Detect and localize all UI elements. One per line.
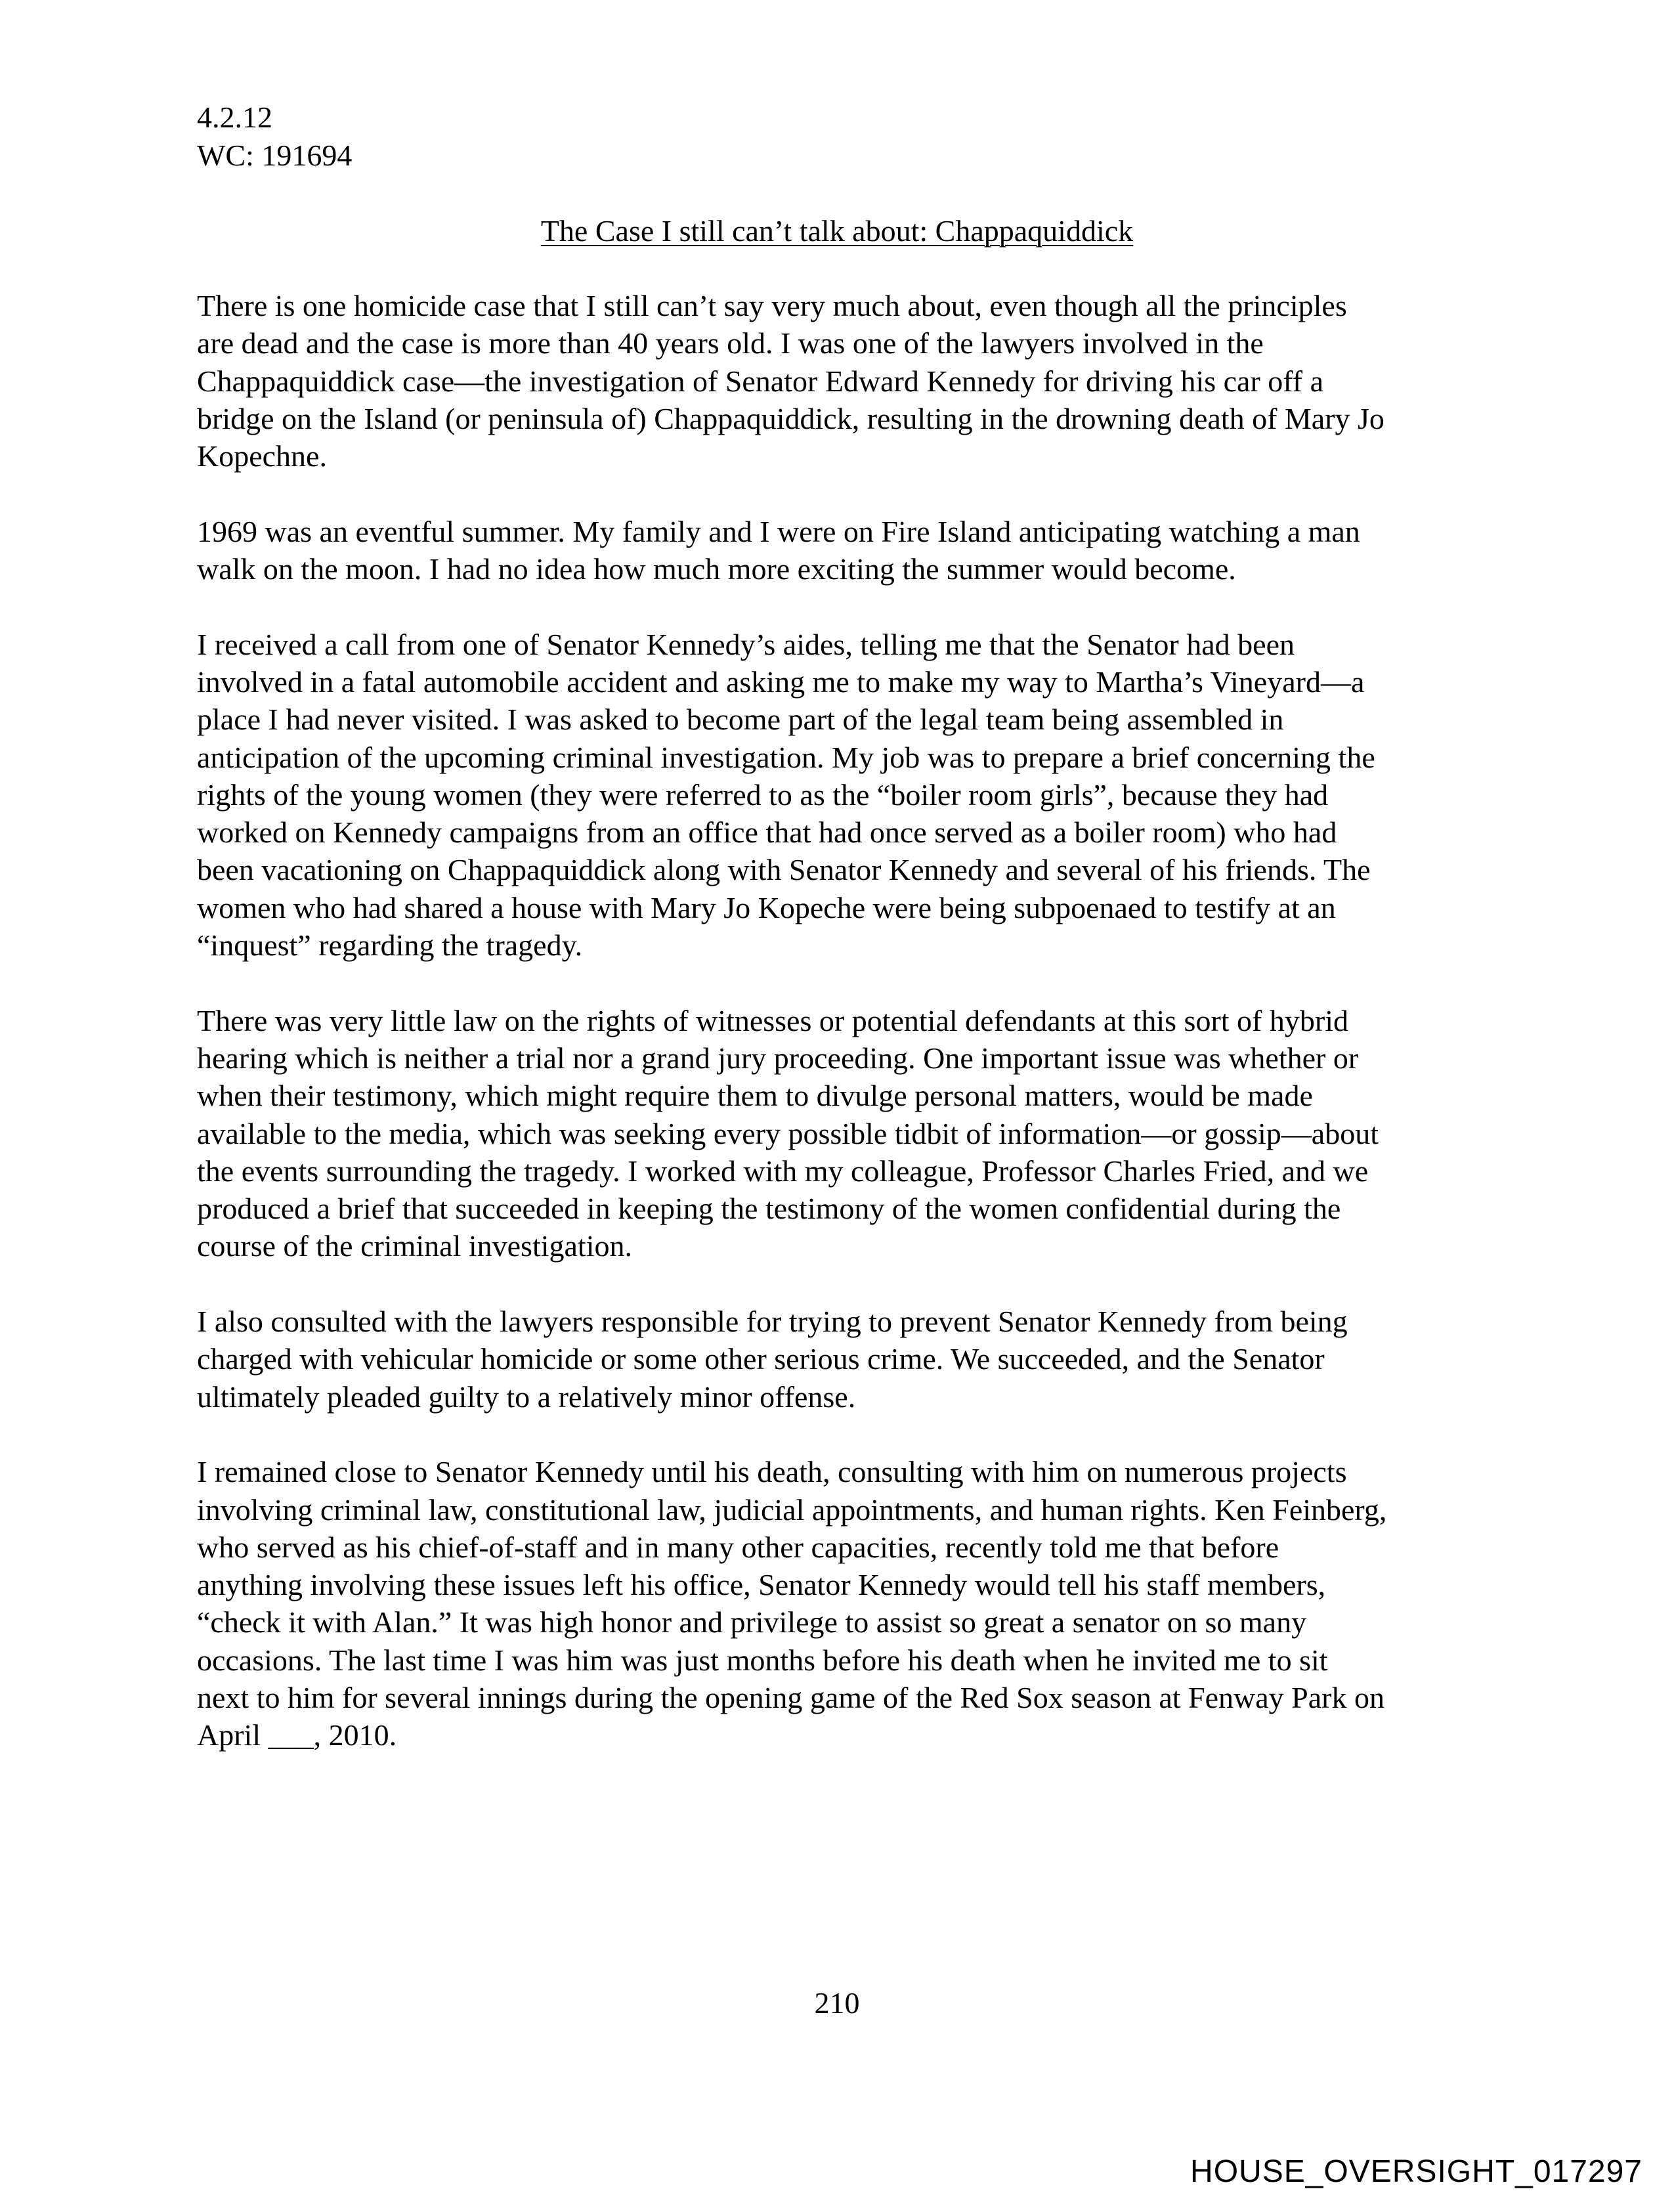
text-line: “check it with Alan.” It was high honor and privilege to assist so great a senator on so many — [197, 1605, 1307, 1639]
text-line: anything involving these issues left his office, Senator Kennedy would tell his staff members, — [197, 1568, 1326, 1602]
document-header — [197, 98, 352, 175]
text-line: the events surrounding the tragedy. I worked with my colleague, Professor Charles Fried, and we — [197, 1154, 1369, 1188]
text-line: I received a call from one of Senator Kennedy’s aides, telling me that the Senator had been — [197, 627, 1295, 661]
text-line: been vacationing on Chappaquiddick along with Senator Kennedy and several of his friends. The — [197, 853, 1371, 887]
text-line: place I had never visited. I was asked to become part of the legal team being assembled in — [197, 703, 1284, 737]
document-title-row — [0, 212, 1674, 250]
text-line: Chappaquiddick case—the investigation of Senator Edward Kennedy for driving his car off a — [197, 364, 1323, 398]
bates-stamp: HOUSE_OVERSIGHT_017297 — [1190, 2154, 1642, 2189]
paragraph-2 — [197, 513, 1484, 588]
text-line: walk on the moon. I had no idea how much more exciting the summer would become. — [197, 552, 1236, 586]
text-line: are dead and the case is more than 40 years old. I was one of the lawyers involved in the — [197, 326, 1264, 360]
text-line: anticipation of the upcoming criminal investigation. My job was to prepare a brief concerning the — [197, 740, 1375, 774]
page-number: 210 — [814, 1986, 860, 2020]
text-line: Kopechne. — [197, 439, 327, 473]
text-line: rights of the young women (they were referred to as the “boiler room girls”, because they had — [197, 777, 1329, 812]
text-line: charged with vehicular homicide or some other serious crime. We succeeded, and the Senator — [197, 1342, 1325, 1376]
text-line: involved in a fatal automobile accident and asking me to make my way to Martha’s Vineyard—a — [197, 664, 1365, 699]
text-line: There was very little law on the rights of witnesses or potential defendants at this sort of hybrid — [197, 1003, 1348, 1037]
text-line: produced a brief that succeeded in keeping the testimony of the women confidential during the — [197, 1192, 1341, 1226]
paragraph-1 — [197, 287, 1484, 475]
text-line: I remained close to Senator Kennedy until his death, consulting with him on numerous projects — [197, 1455, 1347, 1489]
text-line: available to the media, which was seeking every possible tidbit of information—or gossip—about — [197, 1116, 1379, 1150]
text-line: involving criminal law, constitutional law, judicial appointments, and human rights. Ken Feinberg, — [197, 1492, 1387, 1527]
text-line: hearing which is neither a trial nor a grand jury proceeding. One important issue was whether or — [197, 1041, 1359, 1075]
text-line: course of the criminal investigation. — [197, 1229, 632, 1263]
text-line: bridge on the Island (or peninsula of) Chappaquiddick, resulting in the drowning death of Mary Jo — [197, 401, 1384, 435]
text-line: occasions. The last time I was him was just months before his death when he invited me to sit — [197, 1643, 1328, 1677]
text-line: worked on Kennedy campaigns from an office that had once served as a boiler room) who had — [197, 815, 1337, 850]
text-line: “inquest” regarding the tragedy. — [197, 928, 583, 963]
text-line: There is one homicide case that I still can’t say very much about, even though all the principles — [197, 289, 1347, 322]
document-title: The Case I still can’t talk about: Chappaquiddick — [540, 214, 1134, 248]
paragraph-3 — [197, 626, 1484, 965]
text-line: I also consulted with the lawyers responsible for trying to prevent Senator Kennedy from being — [197, 1305, 1348, 1339]
paragraph-4 — [197, 1002, 1484, 1265]
text-line: when their testimony, which might require them to divulge personal matters, would be made — [197, 1079, 1313, 1113]
text-line: April ___, 2010. — [197, 1718, 397, 1752]
document-body — [197, 287, 1484, 1792]
paragraph-6 — [197, 1453, 1484, 1754]
text-line: ultimately pleaded guilty to a relatively minor offense. — [197, 1379, 856, 1414]
text-line: women who had shared a house with Mary Jo Kopeche were being subpoenaed to testify at an — [197, 890, 1336, 924]
header-word-count: WC: 191694 — [197, 139, 353, 172]
text-line: 1969 was an eventful summer. My family and I were on Fire Island anticipating watching a man — [197, 514, 1360, 548]
paragraph-5 — [197, 1303, 1484, 1416]
text-line: who served as his chief-of-staff and in many other capacities, recently told me that before — [197, 1530, 1279, 1564]
text-line: next to him for several innings during the opening game of the Red Sox season at Fenway Park on — [197, 1680, 1384, 1714]
header-date: 4.2.12 — [197, 100, 272, 134]
